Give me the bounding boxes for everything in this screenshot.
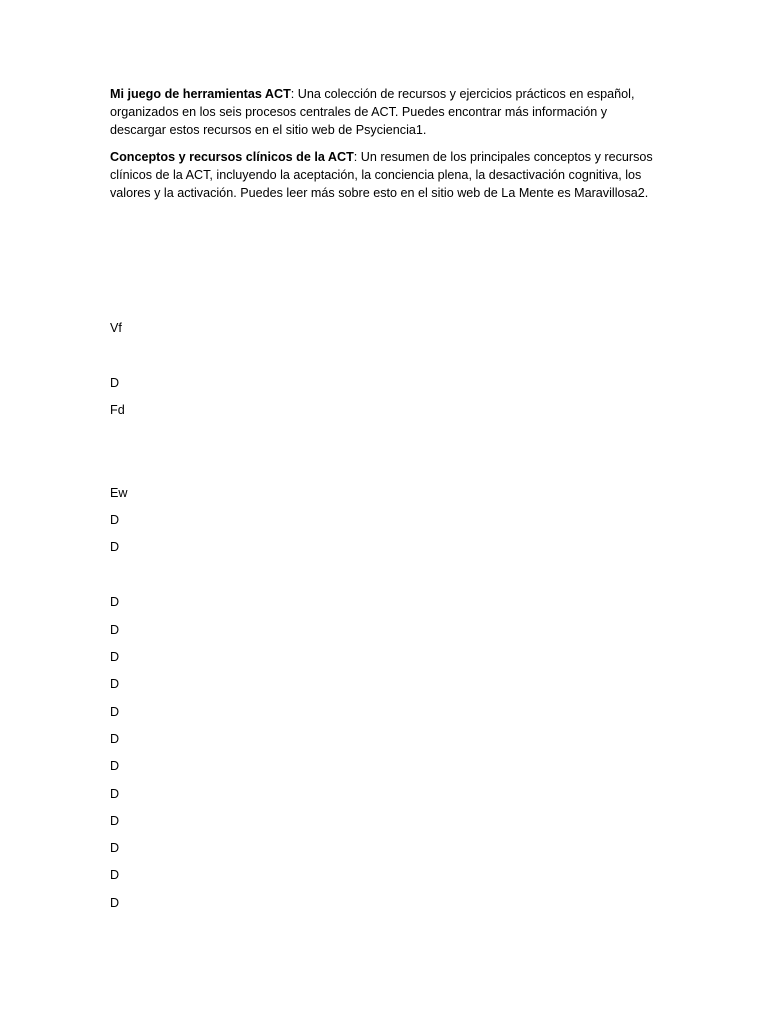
- text-line: Vf: [110, 321, 122, 335]
- text-line: D: [110, 814, 120, 828]
- text-line: D: [110, 677, 120, 691]
- text-line: D: [110, 841, 120, 855]
- text-line: D: [110, 896, 120, 910]
- paragraph-act-concepts: [110, 148, 660, 202]
- paragraph-act-toolkit: [110, 85, 660, 139]
- text-line: Ew: [110, 486, 128, 500]
- paragraph-act-toolkit-body: : Una colección de recursos y ejercicios prácticos en español, organizados en los seis procesos centrales de ACT. Puedes encontrar más información y descargar estos recursos en el sitio web de Psyciencia1.: [110, 87, 635, 137]
- text-line: D: [110, 623, 120, 637]
- text-line: D: [110, 787, 120, 801]
- text-line: D: [110, 376, 120, 390]
- paragraph-act-concepts-body: : Un resumen de los principales conceptos y recursos clínicos de la ACT, incluyendo la aceptación, la conciencia plena, la desactivación cognitiva, los valores y la activación. Puedes leer más sobre esto en el sitio web de La Mente es Maravillosa2.: [110, 150, 653, 200]
- text-line: D: [110, 650, 120, 664]
- text-line: D: [110, 595, 120, 609]
- text-line: D: [110, 540, 120, 554]
- text-line: D: [110, 759, 120, 773]
- paragraph-act-concepts-title: Conceptos y recursos clínicos de la ACT: [110, 150, 354, 164]
- text-line: D: [110, 732, 120, 746]
- text-line: D: [110, 513, 120, 527]
- paragraph-act-toolkit-title: Mi juego de herramientas ACT: [110, 87, 291, 101]
- text-line: D: [110, 705, 120, 719]
- text-line: D: [110, 868, 120, 882]
- text-line: Fd: [110, 403, 125, 417]
